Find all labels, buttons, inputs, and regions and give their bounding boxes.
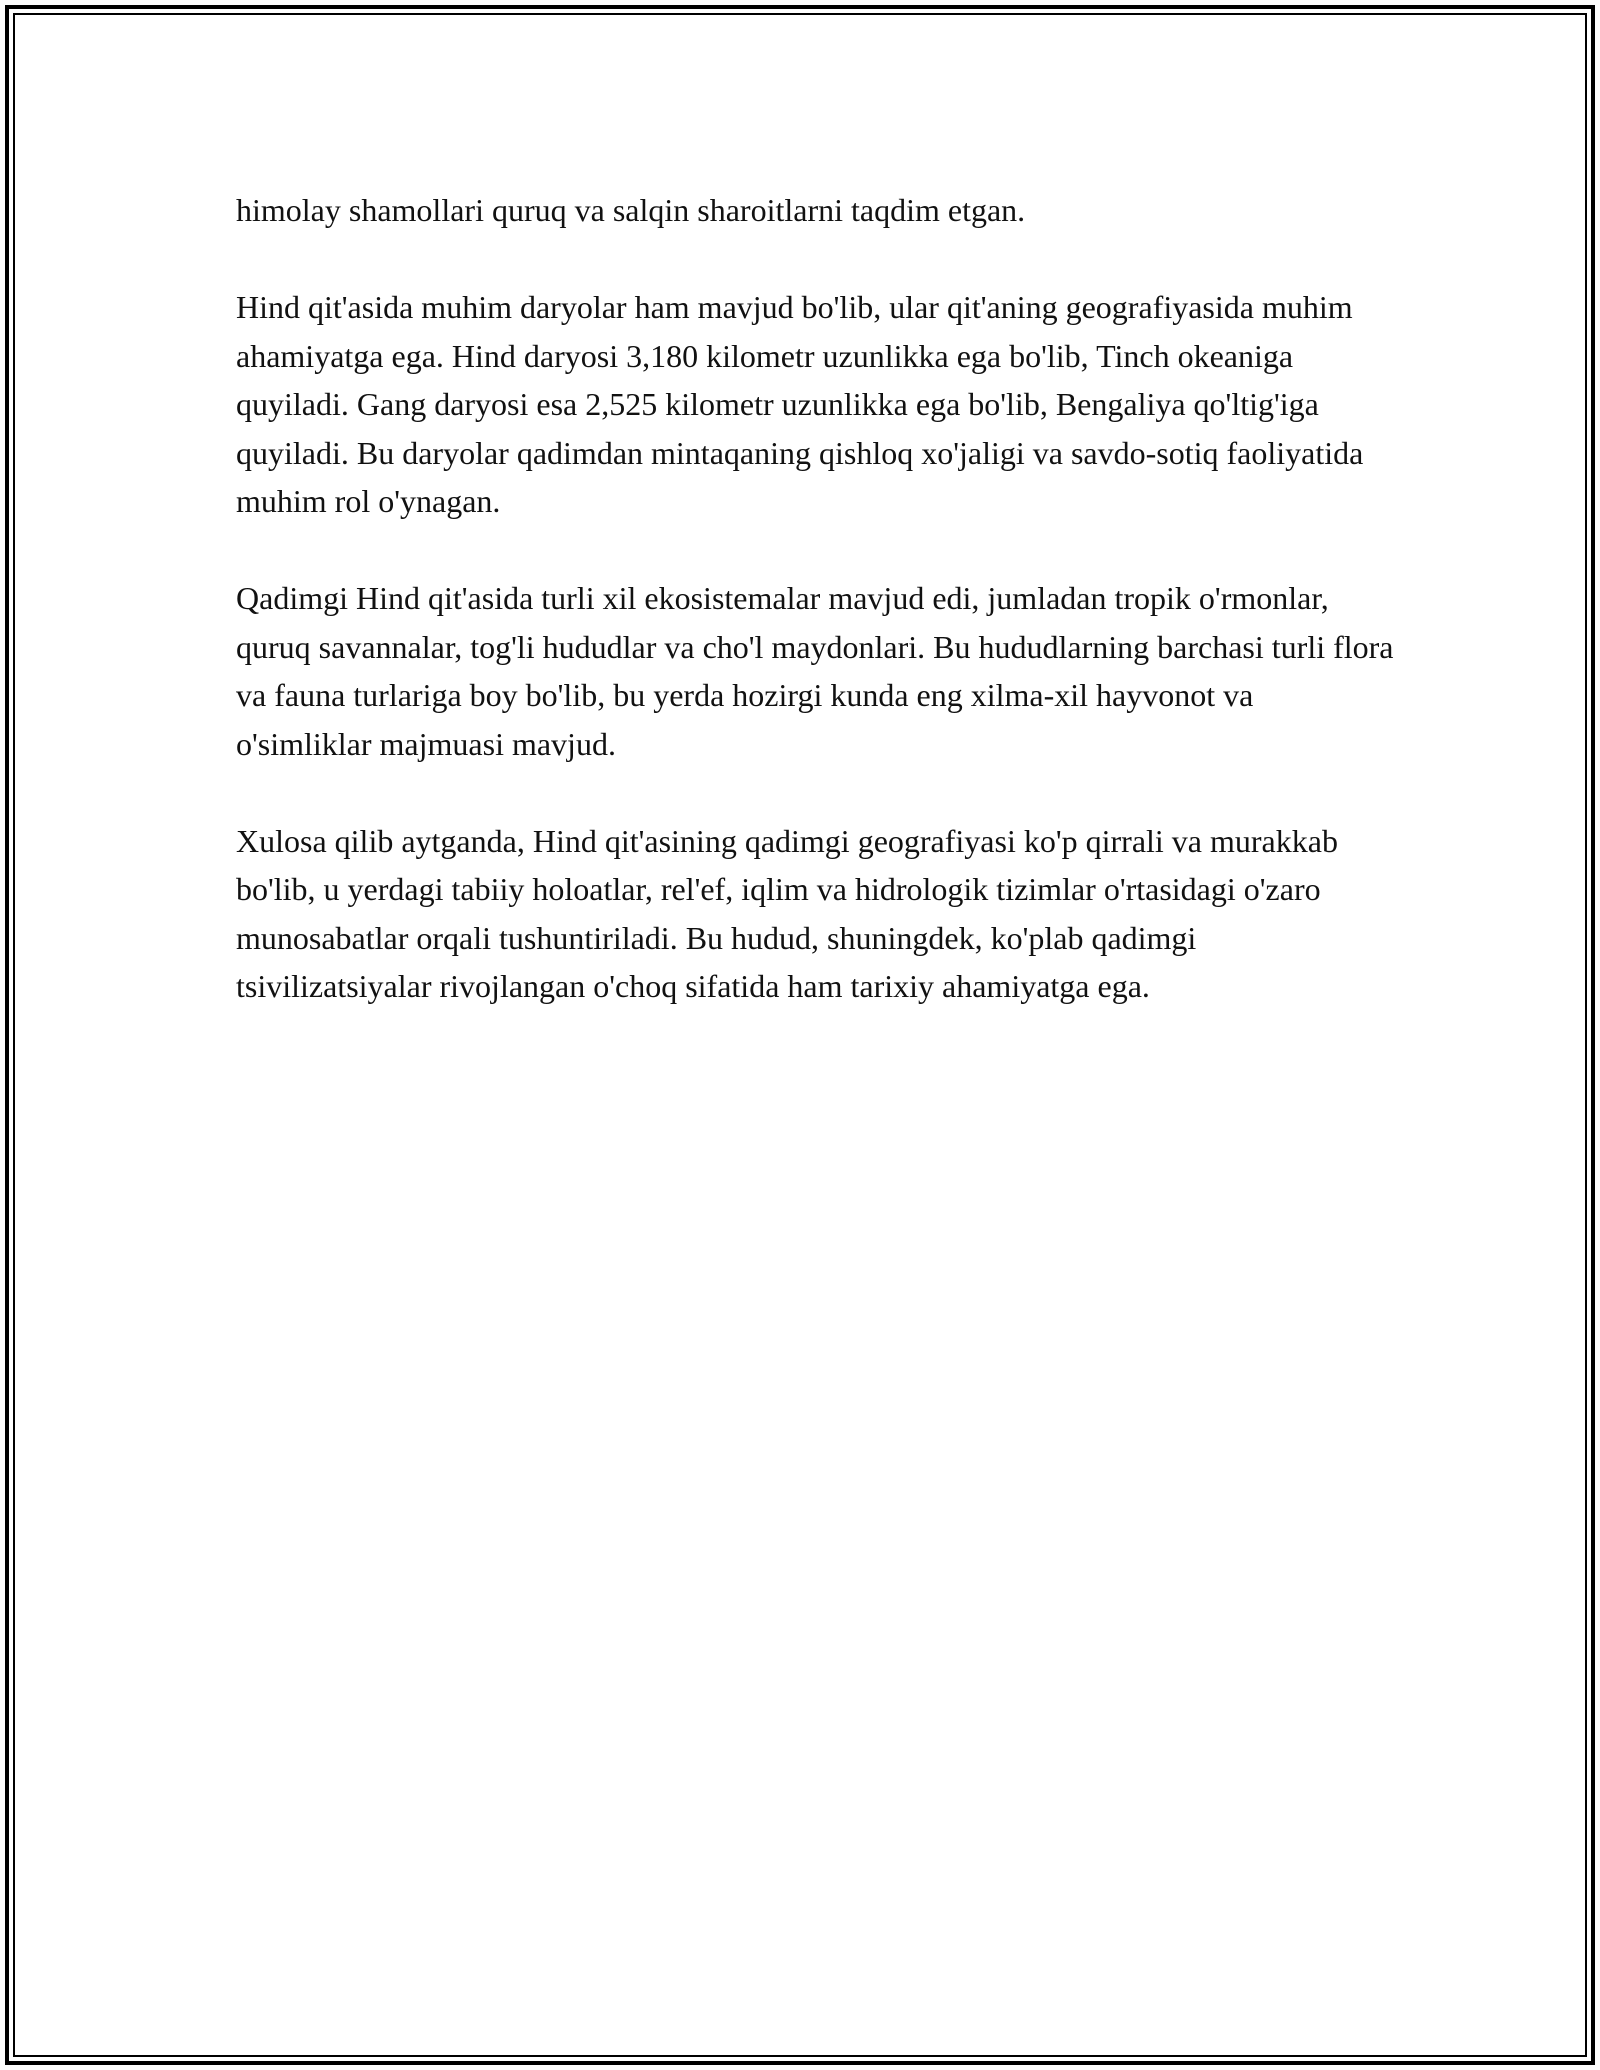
paragraph-4: Xulosa qilib aytganda, Hind qit'asining qadimgi geografiyasi ko'p qirrali va murakkab bo'lib, u yerdagi tabiiy holoatlar, rel'ef, iqlim va hidrologik tizimlar o'rtasidagi o'zaro munosabatlar orqali tushuntiriladi. Bu hudud, shuningdek, ko'plab qadimgi tsivilizatsiyalar rivojlangan o'choq sifatida ham tarixiy ahamiyatga ega. [236, 822, 1338, 1004]
paragraph-2: Hind qit'asida muhim daryolar ham mavjud bo'lib, ular qit'aning geografiyasida muhim ahamiyatga ega. Hind daryosi 3,180 kilometr uzunlikka ega bo'lib, Tinch okeaniga quyiladi. Gang daryosi esa 2,525 kilometr uzunlikka ega bo'lib, Bengaliya qo'ltig'iga quyiladi. Bu daryolar qadimdan mintaqaning qishloq xo'jaligi va savdo-sotiq faoliyatida muhim rol o'ynagan. [236, 289, 1364, 519]
document-body [236, 186, 1396, 1011]
paragraph-3: Qadimgi Hind qit'asida turli xil ekosistemalar mavjud edi, jumladan tropik o'rmonlar, quruq savannalar, tog'li hududlar va cho'l maydonlari. Bu hududlarning barchasi turli flora va fauna turlariga boy bo'lib, bu yerda hozirgi kunda eng xilma-xil hayvonot va o'simliklar majmuasi mavjud. [236, 580, 1394, 762]
paragraph-1: himolay shamollari quruq va salqin sharoitlarni taqdim etgan. [236, 192, 1026, 228]
